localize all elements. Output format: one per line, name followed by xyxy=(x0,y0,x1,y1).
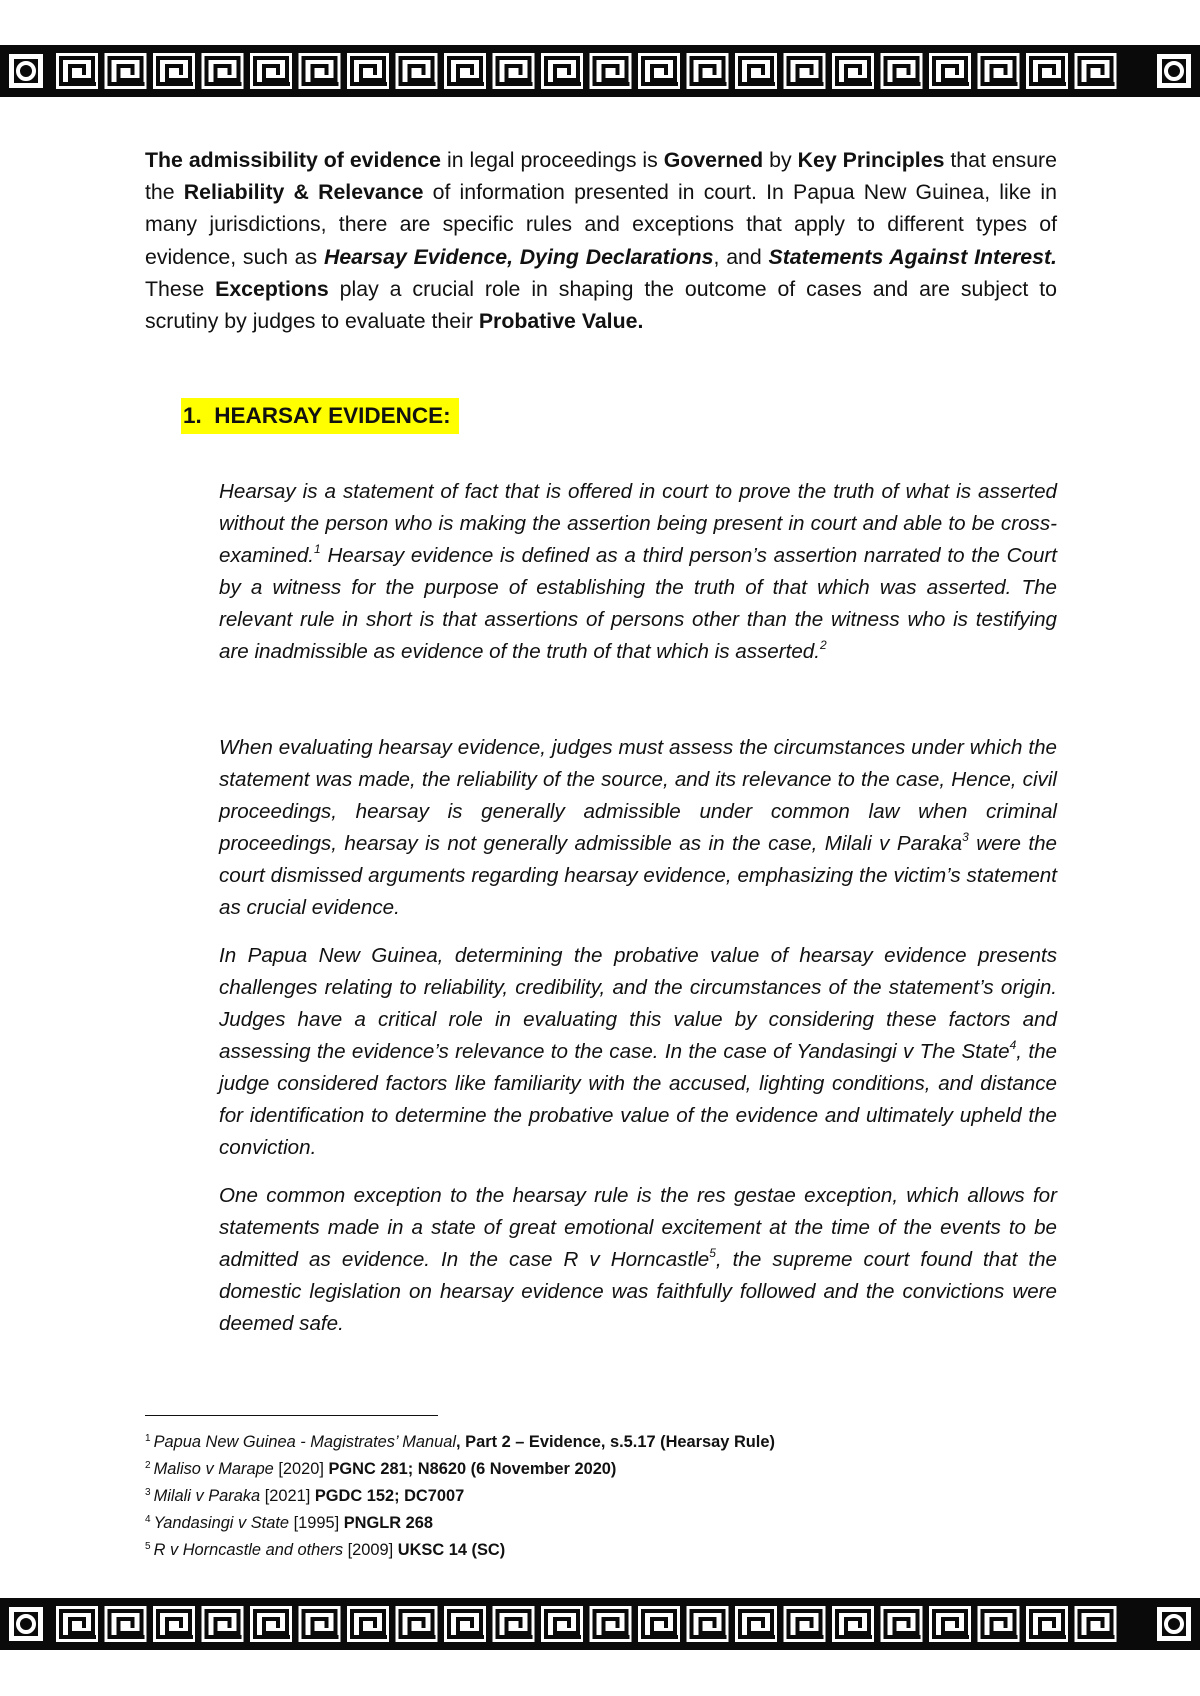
footnote: $^5$ R v Horncastle and others [2009] UKSC 14 (SC) xyxy=(145,1541,506,1559)
footnote: $^1$ Papua New Guinea - Magistrates’ Manual, Part 2 – Evidence, s.5.17 (Hearsay Rule) xyxy=(145,1433,775,1451)
border-key-motif xyxy=(929,1606,971,1642)
border-key-motif xyxy=(56,1606,98,1642)
border-key-motif xyxy=(105,1606,147,1642)
border-key-motif xyxy=(784,53,826,89)
border-end-cap xyxy=(9,1607,43,1641)
hearsay-definition-paragraph: Hearsay is a statement of fact that is offered in court to prove the truth of what is asserted without the person who is making the assertion being present in court and able to be cross-examined.$^1$ Hearsay evidence is defined as a third person’s assertion narrated to the Court by a witness for the purpose of establishing the truth of that which was asserted. The relevant rule in short is that assertions of persons other than the witness who is testifying are inadmissible as evidence of the truth of that which is asserted.$^2$ xyxy=(219,480,1057,663)
border-key-motif xyxy=(638,53,680,89)
border-key-motif xyxy=(396,53,438,89)
border-key-motif xyxy=(347,1606,389,1642)
footnote-divider xyxy=(145,1415,438,1416)
border-key-motif xyxy=(784,1606,826,1642)
border-key-motif xyxy=(105,53,147,89)
footnote-ref-2: 2 xyxy=(819,638,827,653)
section-heading xyxy=(181,398,459,434)
border-end-cap xyxy=(9,54,43,88)
border-key-motif xyxy=(541,1606,583,1642)
greek-key-border-bottom xyxy=(0,1598,1200,1650)
border-key-motif xyxy=(1075,53,1117,89)
footnote-ref-4: 4 xyxy=(1009,1038,1017,1053)
border-key-motif xyxy=(299,53,341,89)
border-key-motif xyxy=(541,53,583,89)
border-key-motif xyxy=(153,53,195,89)
border-key-motif xyxy=(881,53,923,89)
border-end-cap xyxy=(1157,1607,1191,1641)
border-key-motif xyxy=(881,1606,923,1642)
border-key-motif xyxy=(56,53,98,89)
border-end-cap xyxy=(1157,54,1191,88)
border-key-motif xyxy=(978,1606,1020,1642)
border-key-motif xyxy=(929,53,971,89)
border-key-motif xyxy=(832,1606,874,1642)
footnote: $^2$ Maliso v Marape [2020] PGNC 281; N8620 (6 November 2020) xyxy=(145,1460,617,1478)
border-key-motif xyxy=(299,1606,341,1642)
footnote-ref-1: 1 xyxy=(314,542,321,557)
border-key-motif xyxy=(590,1606,632,1642)
border-key-motif xyxy=(250,53,292,89)
res-gestae-paragraph: One common exception to the hearsay rule is the res gestae exception, which allows for statements made in a state of great emotional excitement at the time of the events to be admitted as evidence. In the case R v Horncastle$^5$, the supreme court found that the domestic legislation on hearsay evidence was faithfully followed and the convictions were deemed safe. xyxy=(219,1184,1057,1335)
section-number: 1. xyxy=(183,403,202,428)
border-key-motif xyxy=(396,1606,438,1642)
border-key-motif xyxy=(493,1606,535,1642)
border-key-motif xyxy=(687,1606,729,1642)
footnotes xyxy=(145,1430,1045,1565)
border-key-motif xyxy=(1026,1606,1068,1642)
border-key-motif xyxy=(250,1606,292,1642)
greek-key-pattern-top xyxy=(0,45,1200,97)
border-key-motif xyxy=(202,53,244,89)
border-key-motif xyxy=(347,53,389,89)
border-key-motif xyxy=(202,1606,244,1642)
border-key-motif xyxy=(638,1606,680,1642)
border-key-motif xyxy=(1026,53,1068,89)
greek-key-border-top xyxy=(0,45,1200,97)
greek-key-pattern-bottom xyxy=(0,1598,1200,1650)
footnote-ref-3: 3 xyxy=(962,830,969,845)
border-key-motif xyxy=(493,53,535,89)
border-key-motif xyxy=(735,1606,777,1642)
footnote-ref-5: 5 xyxy=(709,1246,716,1261)
border-key-motif xyxy=(444,1606,486,1642)
border-key-motif xyxy=(735,53,777,89)
border-key-motif xyxy=(153,1606,195,1642)
border-key-motif xyxy=(978,53,1020,89)
intro-paragraph: The admissibility of evidence in legal proceedings is Governed by Key Principles that ensure the Reliability & Relevance of information presented in court. In Papua New Guinea, like in many jurisdictions, there are specific rules and exceptions that apply to different types of evidence, such as Hearsay Evidence, Dying Declarations, and Statements Against Interest. These Exceptions play a crucial role in shaping the outcome of cases and are subject to scrutiny by judges to evaluate their Probative Value. xyxy=(145,148,1058,334)
evaluation-paragraph: When evaluating hearsay evidence, judges must assess the circumstances under which the statement was made, the reliability of the source, and its relevance to the case, Hence, civil proceedings, hearsay is generally admissible under common law when criminal proceedings, hearsay is not generally admissible as in the case, Milali v Paraka$^3$ were the court dismissed arguments regarding hearsay evidence, emphasizing the victim’s statement as crucial evidence. xyxy=(219,736,1057,919)
border-key-motif xyxy=(832,53,874,89)
footnote: $^3$ Milali v Paraka [2021] PGDC 152; DC7007 xyxy=(145,1487,465,1505)
probative-value-paragraph: In Papua New Guinea, determining the probative value of hearsay evidence presents challenges relating to reliability, credibility, and the circumstances of the statement’s origin. Judges have a critical role in evaluating this value by considering these factors and assessing the evidence’s relevance to the case. In the case of Yandasingi v The State$^4$, the judge considered factors like familiarity with the accused, lighting conditions, and distance for identification to determine the probative value of the evidence and ultimately upheld the conviction. xyxy=(219,944,1057,1159)
footnote: $^4$ Yandasingi v State [1995] PNGLR 268 xyxy=(145,1514,433,1532)
border-key-motif xyxy=(444,53,486,89)
border-key-motif xyxy=(590,53,632,89)
border-key-motif xyxy=(1075,1606,1117,1642)
section-title: HEARSAY EVIDENCE: xyxy=(214,403,451,428)
border-key-motif xyxy=(687,53,729,89)
